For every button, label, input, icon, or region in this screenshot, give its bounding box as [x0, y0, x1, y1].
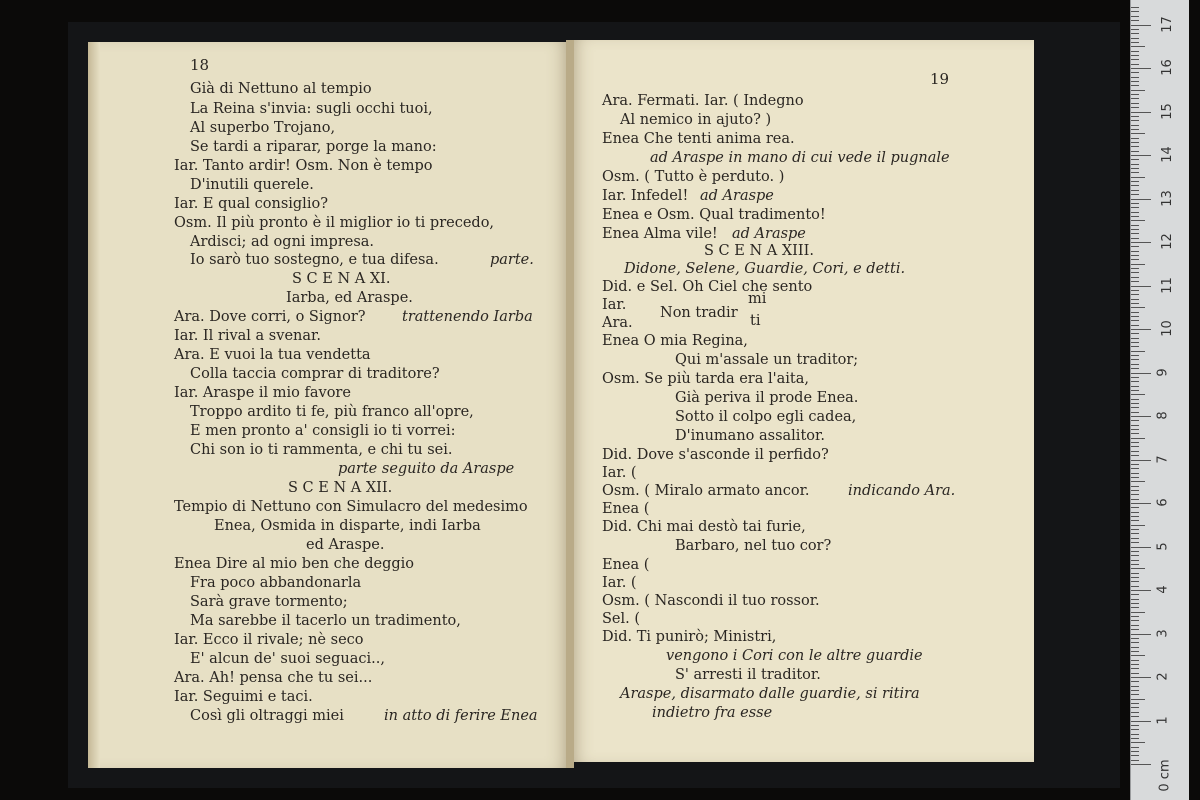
ruler-tick — [1131, 168, 1139, 169]
ruler-tick — [1131, 547, 1151, 548]
ruler-tick — [1131, 742, 1145, 743]
ruler-tick — [1131, 20, 1139, 21]
ruler-tick — [1131, 712, 1139, 713]
ruler-tick — [1131, 716, 1139, 717]
ruler-tick — [1131, 394, 1145, 395]
ruler-tick — [1131, 172, 1139, 173]
text-line: Iar. Tanto ardir! Osm. Non è tempo — [174, 158, 433, 174]
ruler-tick — [1131, 625, 1139, 626]
ruler-number: 10 — [1159, 320, 1175, 337]
text-line: Iar. ( — [602, 575, 637, 591]
ruler-tick — [1131, 203, 1139, 204]
ruler-tick — [1131, 299, 1139, 300]
ruler-tick — [1131, 125, 1139, 126]
ruler-tick — [1131, 590, 1151, 591]
ruler-tick — [1131, 238, 1139, 239]
ruler-tick — [1131, 120, 1139, 121]
ruler-tick — [1131, 412, 1139, 413]
ruler-tick — [1131, 72, 1139, 73]
ruler-tick — [1131, 607, 1139, 608]
ruler-tick — [1131, 694, 1139, 695]
text-line: Osm. ( Miralo armato ancor. — [602, 483, 810, 499]
text-line: Iar. — [602, 297, 627, 313]
right-page-number: 19 — [930, 70, 950, 88]
ruler-tick — [1131, 59, 1139, 60]
text-line: Iarba, ed Araspe. — [286, 290, 413, 306]
stage-direction: parte seguito da Araspe — [338, 461, 515, 477]
ruler-tick — [1131, 329, 1151, 330]
text-line: E' alcun de' suoi seguaci.., — [190, 651, 385, 667]
text-line: Barbaro, nel tuo cor? — [675, 538, 832, 554]
ruler-tick — [1131, 681, 1139, 682]
ruler-tick — [1131, 138, 1139, 139]
measurement-ruler — [1130, 0, 1189, 800]
ruler-tick — [1131, 33, 1139, 34]
ruler-tick — [1131, 399, 1139, 400]
ruler-tick — [1131, 90, 1145, 91]
ruler-tick — [1131, 460, 1151, 461]
ruler-tick — [1131, 81, 1139, 82]
ruler-tick — [1131, 603, 1139, 604]
stage-direction: parte. — [490, 252, 534, 268]
ruler-tick — [1131, 703, 1139, 704]
ruler-tick — [1131, 573, 1139, 574]
text-line: Se tardi a riparar, porge la mano: — [190, 139, 437, 155]
ruler-tick — [1131, 525, 1145, 526]
ruler-number: 12 — [1159, 233, 1175, 250]
text-line: Iar. Araspe il mio favore — [174, 385, 351, 401]
stage-direction: in atto di ferire Enea — [384, 708, 538, 724]
ruler-tick — [1131, 312, 1139, 313]
ruler-tick — [1131, 760, 1139, 761]
text-line: Ara. E vuoi la tua vendetta — [174, 347, 371, 363]
text-line: Iar. Il rival a svenar. — [174, 328, 321, 344]
text-line: Enea Dire al mio ben che deggio — [174, 556, 415, 572]
ruler-tick — [1131, 507, 1139, 508]
text-line: Enea Alma vile! — [602, 226, 718, 242]
ruler-tick — [1131, 612, 1145, 613]
text-line: Iar. Infedel! — [602, 188, 689, 204]
text-line: mi — [748, 291, 767, 307]
text-line: Iar. Ecco il rivale; nè seco — [174, 632, 364, 648]
ruler-tick — [1131, 551, 1139, 552]
ruler-tick — [1131, 342, 1139, 343]
ruler-tick — [1131, 616, 1139, 617]
ruler-tick — [1131, 725, 1139, 726]
ruler-tick — [1131, 560, 1139, 561]
ruler-tick — [1131, 325, 1139, 326]
ruler-tick — [1131, 599, 1139, 600]
ruler-tick — [1131, 272, 1139, 273]
ruler-tick — [1131, 286, 1151, 287]
ruler-number: 16 — [1159, 59, 1175, 76]
ruler-tick — [1131, 494, 1139, 495]
text-line: Ardisci; ad ogni impresa. — [190, 234, 375, 250]
ruler-tick — [1131, 481, 1145, 482]
ruler-tick — [1131, 620, 1139, 621]
ruler-tick — [1131, 246, 1139, 247]
stage-direction: Araspe, disarmato dalle guardie, si ritira — [620, 686, 920, 702]
ruler-tick — [1131, 264, 1145, 265]
ruler-tick — [1131, 577, 1139, 578]
ruler-tick — [1131, 555, 1139, 556]
text-line: Ara. — [602, 315, 633, 331]
ruler-tick — [1131, 634, 1151, 635]
text-line: Ma sarebbe il tacerlo un tradimento, — [190, 613, 461, 629]
ruler-tick — [1131, 185, 1139, 186]
ruler-tick — [1131, 190, 1139, 191]
ruler-tick — [1131, 538, 1139, 539]
ruler-tick — [1131, 355, 1139, 356]
ruler-tick — [1131, 690, 1139, 691]
ruler-tick — [1131, 242, 1151, 243]
ruler-tick — [1131, 207, 1139, 208]
ruler-tick — [1131, 542, 1139, 543]
ruler-tick — [1131, 290, 1139, 291]
ruler-number: 17 — [1159, 15, 1175, 33]
ruler-tick — [1131, 142, 1139, 143]
stage-direction: Didone, Selene, Guardie, Cori, e detti. — [624, 261, 906, 277]
ruler-number: 4 — [1155, 585, 1171, 594]
ruler-tick — [1131, 755, 1139, 756]
text-line: Iar. E qual consiglio? — [174, 196, 328, 212]
text-line: Così gli oltraggi miei — [190, 708, 344, 724]
text-line: Ara. Ah! pensa che tu sei... — [174, 670, 373, 686]
ruler-tick — [1131, 490, 1139, 491]
text-line: Ara. Dove corri, o Signor? — [174, 309, 366, 325]
text-line: Osm. ( Nascondi il tuo rossor. — [602, 593, 820, 609]
ruler-tick — [1131, 721, 1151, 722]
text-line: Enea ( — [602, 501, 650, 517]
ruler-tick — [1131, 346, 1139, 347]
ruler-tick — [1131, 673, 1139, 674]
ruler-tick — [1131, 403, 1139, 404]
ruler-tick — [1131, 564, 1139, 565]
ruler-tick — [1131, 177, 1145, 178]
ruler-tick — [1131, 529, 1139, 530]
text-line: Enea Che tenti anima rea. — [602, 131, 795, 147]
ruler-tick — [1131, 425, 1139, 426]
ruler-tick — [1131, 455, 1139, 456]
ruler-tick — [1131, 7, 1139, 8]
ruler-tick — [1131, 129, 1139, 130]
text-line: Sotto il colpo egli cadea, — [675, 409, 857, 425]
ruler-number: 2 — [1155, 672, 1171, 681]
ruler-tick — [1131, 155, 1151, 156]
ruler-tick — [1131, 429, 1139, 430]
text-line: Enea ( — [602, 557, 650, 573]
ruler-tick — [1131, 486, 1139, 487]
text-line: Troppo ardito ti fe, più franco all'opre, — [190, 404, 474, 420]
text-line: D'inutili querele. — [190, 177, 314, 193]
ruler-tick — [1131, 351, 1145, 352]
ruler-tick — [1131, 390, 1139, 391]
ruler-tick — [1131, 647, 1139, 648]
ruler-tick — [1131, 377, 1139, 378]
text-line: E men pronto a' consigli io ti vorrei: — [190, 423, 456, 439]
ruler-tick — [1131, 516, 1139, 517]
ruler-tick — [1131, 738, 1139, 739]
text-line: Non tradir — [660, 305, 738, 321]
ruler-tick — [1131, 159, 1139, 160]
text-line: Chi son io ti rammenta, e chi tu sei. — [190, 442, 453, 458]
ruler-tick — [1131, 55, 1139, 56]
text-line: Did. Ti punirò; Ministri, — [602, 629, 777, 645]
ruler-tick — [1131, 699, 1145, 700]
ruler-tick — [1131, 77, 1139, 78]
text-line: Ara. Fermati. Iar. ( Indegno — [602, 93, 804, 109]
text-line: Enea, Osmida in disparte, indi Iarba — [214, 518, 481, 534]
ruler-tick — [1131, 112, 1151, 113]
ruler-tick — [1131, 333, 1139, 334]
ruler-tick — [1131, 294, 1139, 295]
ruler-tick — [1131, 764, 1151, 765]
ruler-tick — [1131, 664, 1139, 665]
ruler-tick — [1131, 751, 1139, 752]
stage-direction: trattenendo Iarba — [402, 309, 533, 325]
text-line: La Reina s'invia: sugli occhi tuoi, — [190, 101, 433, 117]
text-line: S C E N A XIII. — [704, 243, 814, 259]
text-line: Did. Dove s'asconde il perfido? — [602, 447, 829, 463]
ruler-tick — [1131, 655, 1145, 656]
ruler-tick — [1131, 133, 1145, 134]
text-line: D'inumano assalitor. — [675, 428, 825, 444]
ruler-tick — [1131, 568, 1145, 569]
ruler-tick — [1131, 268, 1139, 269]
ruler-tick — [1131, 594, 1139, 595]
text-line: Enea O mia Regina, — [602, 333, 748, 349]
ruler-tick — [1131, 98, 1139, 99]
text-line: Sarà grave tormento; — [190, 594, 348, 610]
text-line: Osm. ( Tutto è perduto. ) — [602, 169, 785, 185]
ruler-tick — [1131, 747, 1139, 748]
ruler-tick — [1131, 473, 1139, 474]
ruler-tick — [1131, 677, 1151, 678]
ruler-number: 6 — [1155, 498, 1171, 507]
ruler-tick — [1131, 416, 1151, 417]
ruler-tick — [1131, 212, 1139, 213]
text-line: Già periva il prode Enea. — [675, 390, 859, 406]
text-line: Tempio di Nettuno con Simulacro del medesimo — [174, 499, 528, 515]
ruler-tick — [1131, 468, 1139, 469]
ruler-tick — [1131, 581, 1139, 582]
ruler-tick — [1131, 68, 1151, 69]
text-line: Io sarò tuo sostegno, e tua difesa. — [190, 252, 439, 268]
ruler-tick — [1131, 11, 1139, 12]
ruler-tick — [1131, 359, 1139, 360]
ruler-tick — [1131, 642, 1139, 643]
ruler-tick — [1131, 420, 1139, 421]
ruler-tick — [1131, 668, 1139, 669]
stage-direction: ad Araspe — [700, 188, 774, 204]
ruler-tick — [1131, 729, 1139, 730]
ruler-tick — [1131, 307, 1145, 308]
ruler-tick — [1131, 446, 1139, 447]
ruler-tick — [1131, 338, 1139, 339]
ruler-tick — [1131, 477, 1139, 478]
text-line: Fra poco abbandonarla — [190, 575, 362, 591]
ruler-number: 7 — [1155, 454, 1171, 464]
ruler-tick — [1131, 320, 1139, 321]
ruler-tick — [1131, 255, 1139, 256]
ruler-number: 15 — [1159, 102, 1175, 120]
ruler-number: 14 — [1159, 146, 1175, 163]
text-line: Al nemico in ajuto? ) — [620, 112, 772, 128]
ruler-tick — [1131, 103, 1139, 104]
ruler-tick — [1131, 520, 1139, 521]
ruler-tick — [1131, 233, 1139, 234]
ruler-tick — [1131, 259, 1139, 260]
ruler-tick — [1131, 181, 1139, 182]
ruler-tick — [1131, 38, 1139, 39]
ruler-tick — [1131, 251, 1139, 252]
ruler-tick — [1131, 164, 1139, 165]
text-line: Sel. ( — [602, 611, 641, 627]
ruler-tick — [1131, 364, 1139, 365]
text-line: Colla taccia comprar di traditore? — [190, 366, 440, 382]
ruler-number: 5 — [1155, 541, 1171, 551]
ruler-tick — [1131, 734, 1139, 735]
ruler-tick — [1131, 281, 1139, 282]
ruler-tick — [1131, 586, 1139, 587]
text-line: S C E N A XII. — [288, 480, 393, 496]
ruler-tick — [1131, 277, 1139, 278]
ruler-tick — [1131, 16, 1139, 17]
ruler-tick — [1131, 707, 1139, 708]
text-line: Qui m'assale un traditor; — [675, 352, 859, 368]
ruler-tick — [1131, 229, 1139, 230]
text-line: Did. Chi mai destò tai furie, — [602, 519, 806, 535]
text-line: ti — [750, 313, 761, 329]
text-line: S' arresti il traditor. — [675, 667, 821, 683]
ruler-tick — [1131, 199, 1151, 200]
text-line: ed Araspe. — [306, 537, 385, 553]
text-line: Già di Nettuno al tempio — [190, 81, 372, 97]
ruler-unit-label: 0 cm — [1157, 759, 1173, 792]
ruler-tick — [1131, 42, 1139, 43]
ruler-tick — [1131, 107, 1139, 108]
stage-direction: ad Araspe in mano di cui vede il pugnale — [650, 150, 950, 166]
ruler-tick — [1131, 503, 1151, 504]
ruler-tick — [1131, 46, 1145, 47]
ruler-tick — [1131, 638, 1139, 639]
ruler-tick — [1131, 303, 1139, 304]
ruler-tick — [1131, 51, 1139, 52]
text-line: Enea e Osm. Qual tradimento! — [602, 207, 826, 223]
ruler-tick — [1131, 533, 1139, 534]
book-gutter — [566, 40, 574, 768]
ruler-number: 13 — [1159, 189, 1175, 207]
text-line: Iar. ( — [602, 465, 637, 481]
ruler-number: 8 — [1155, 411, 1171, 420]
ruler-tick — [1131, 220, 1145, 221]
ruler-tick — [1131, 194, 1139, 195]
text-line: Osm. Il più pronto è il miglior io ti precedo, — [174, 215, 495, 231]
ruler-tick — [1131, 433, 1139, 434]
text-line: Al superbo Trojano, — [190, 120, 336, 136]
ruler-tick — [1131, 464, 1139, 465]
ruler-tick — [1131, 94, 1139, 95]
ruler-tick — [1131, 660, 1139, 661]
ruler-tick — [1131, 442, 1139, 443]
ruler-tick — [1131, 85, 1139, 86]
ruler-tick — [1131, 386, 1139, 387]
ruler-number: 9 — [1155, 367, 1171, 377]
ruler-tick — [1131, 25, 1151, 26]
ruler-tick — [1131, 316, 1139, 317]
stage-direction: indicando Ara. — [848, 483, 956, 499]
ruler-number: 11 — [1159, 276, 1175, 294]
ruler-number: 3 — [1155, 628, 1171, 638]
text-line: Iar. Seguimi e taci. — [174, 689, 313, 705]
ruler-tick — [1131, 373, 1151, 374]
ruler-tick — [1131, 499, 1139, 500]
ruler-tick — [1131, 381, 1139, 382]
stage-direction: vengono i Cori con le altre guardie — [666, 648, 923, 664]
ruler-tick — [1131, 438, 1145, 439]
ruler-tick — [1131, 151, 1139, 152]
ruler-tick — [1131, 64, 1139, 65]
ruler-tick — [1131, 407, 1139, 408]
ruler-tick — [1131, 368, 1139, 369]
stage-direction: ad Araspe — [732, 226, 806, 242]
ruler-tick — [1131, 116, 1139, 117]
ruler-tick — [1131, 225, 1139, 226]
text-line: Did. e Sel. Oh Ciel che sento — [602, 279, 813, 295]
ruler-tick — [1131, 651, 1139, 652]
stage-direction: indietro fra esse — [652, 705, 773, 721]
ruler-tick — [1131, 512, 1139, 513]
ruler-tick — [1131, 451, 1139, 452]
ruler-tick — [1131, 146, 1139, 147]
ruler-tick — [1131, 29, 1139, 30]
text-line: S C E N A XI. — [292, 271, 391, 287]
ruler-tick — [1131, 216, 1139, 217]
left-page-number: 18 — [190, 56, 210, 74]
ruler-number: 1 — [1155, 715, 1171, 725]
ruler-tick — [1131, 686, 1139, 687]
ruler-tick — [1131, 629, 1139, 630]
text-line: Osm. Se più tarda era l'aita, — [602, 371, 809, 387]
